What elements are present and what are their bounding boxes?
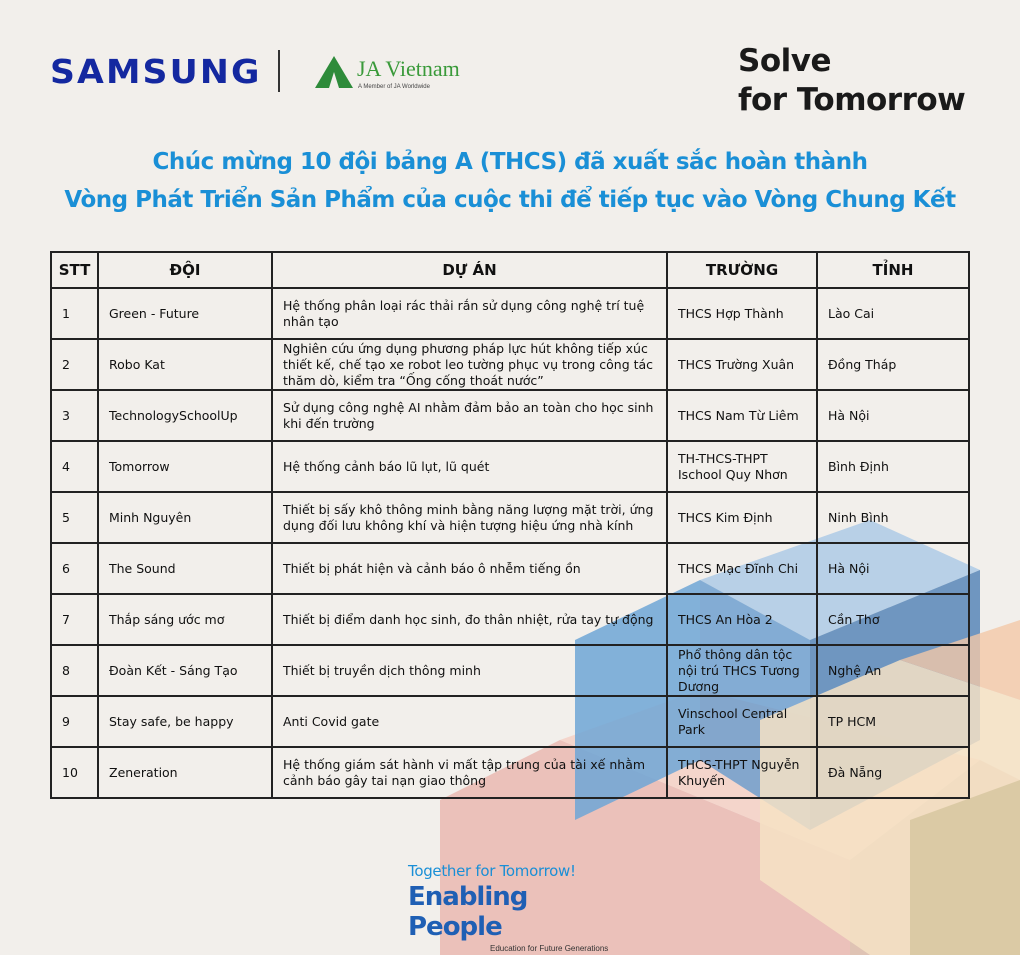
header-province: TỈNH: [817, 252, 969, 288]
cell-school: THCS-THPT Nguyễn Khuyến: [667, 747, 817, 798]
cell-province: Nghệ An: [817, 645, 969, 696]
cell-project: Nghiên cứu ứng dụng phương pháp lực hút không tiếp xúc thiết kế, chế tạo xe robot leo tường phục vụ trong công tác thăm dò, kiểm tra “Ống cống thoát nước”: [272, 339, 667, 390]
cell-project: Thiết bị phát hiện và cảnh báo ô nhễm tiếng ồn: [272, 543, 667, 594]
headline-line-2: Vòng Phát Triển Sản Phẩm của cuộc thi để tiếp tục vào Vòng Chung Kết: [64, 187, 956, 213]
header-stt: STT: [51, 252, 98, 288]
teams-table: [50, 251, 970, 799]
header-project: DỰ ÁN: [272, 252, 667, 288]
table-row: [51, 696, 969, 747]
cell-team: Tomorrow: [98, 441, 272, 492]
headline-line-1: Chúc mừng 10 đội bảng A (THCS) đã xuất sắc hoàn thành: [152, 149, 868, 175]
table-row: [51, 441, 969, 492]
cell-project: Sử dụng công nghệ AI nhằm đảm bảo an toàn cho học sinh khi đến trường: [272, 390, 667, 441]
cell-stt: 3: [51, 390, 98, 441]
table-row: [51, 390, 969, 441]
cell-stt: 1: [51, 288, 98, 339]
cell-school: THCS Mạc Đĩnh Chi: [667, 543, 817, 594]
cell-province: Hà Nội: [817, 390, 969, 441]
table-row: [51, 594, 969, 645]
cell-project: Thiết bị truyền dịch thông minh: [272, 645, 667, 696]
cell-province: Cần Thơ: [817, 594, 969, 645]
footer-logo: [408, 862, 628, 953]
cell-stt: 7: [51, 594, 98, 645]
cell-stt: 4: [51, 441, 98, 492]
footer-subtitle: Education for Future Generations: [490, 944, 609, 953]
footer-tagline: Together for Tomorrow!: [408, 862, 576, 880]
cell-province: Đồng Tháp: [817, 339, 969, 390]
cell-school: TH-THCS-THPT Ischool Quy Nhơn: [667, 441, 817, 492]
cell-project: Hệ thống cảnh báo lũ lụt, lũ quét: [272, 441, 667, 492]
cell-school: THCS Trường Xuân: [667, 339, 817, 390]
cell-province: Hà Nội: [817, 543, 969, 594]
table-row: [51, 747, 969, 798]
cell-school: THCS Hợp Thành: [667, 288, 817, 339]
cell-school: Vinschool Central Park: [667, 696, 817, 747]
cell-team: Stay safe, be happy: [98, 696, 272, 747]
cell-school: THCS An Hòa 2: [667, 594, 817, 645]
cell-team: Robo Kat: [98, 339, 272, 390]
cell-province: Lào Cai: [817, 288, 969, 339]
cell-team: Minh Nguyên: [98, 492, 272, 543]
ja-mountain-icon: [315, 54, 353, 88]
cell-team: Zeneration: [98, 747, 272, 798]
table-header-row: [51, 252, 969, 288]
cell-project: Hệ thống giám sát hành vi mất tập trung của tài xế nhằm cảnh báo gây tai nạn giao thông: [272, 747, 667, 798]
table-row: [51, 339, 969, 390]
cell-province: Ninh Bình: [817, 492, 969, 543]
cell-team: Green - Future: [98, 288, 272, 339]
header-school: TRƯỜNG: [667, 252, 817, 288]
cell-stt: 9: [51, 696, 98, 747]
table-row: [51, 492, 969, 543]
cell-project: Anti Covid gate: [272, 696, 667, 747]
cell-stt: 8: [51, 645, 98, 696]
solve-line-1: Solve: [738, 43, 831, 79]
cell-school: THCS Kim Định: [667, 492, 817, 543]
solve-for-tomorrow-logo: [738, 42, 965, 120]
cell-stt: 5: [51, 492, 98, 543]
cell-project: Thiết bị sấy khô thông minh bằng năng lượng mặt trời, ứng dụng đối lưu không khí và hiện tượng hiệu ứng nhà kính: [272, 492, 667, 543]
cell-project: Hệ thống phân loại rác thải rắn sử dụng công nghệ trí tuệ nhân tạo: [272, 288, 667, 339]
cell-stt: 10: [51, 747, 98, 798]
cell-stt: 6: [51, 543, 98, 594]
table-row: [51, 288, 969, 339]
cell-school: THCS Nam Từ Liêm: [667, 390, 817, 441]
solve-line-2: for Tomorrow: [738, 82, 966, 118]
logo-divider: [278, 50, 280, 92]
cell-team: The Sound: [98, 543, 272, 594]
table-row: [51, 543, 969, 594]
cell-project: Thiết bị điểm danh học sinh, đo thân nhiệt, rửa tay tự động: [272, 594, 667, 645]
cell-team: TechnologySchoolUp: [98, 390, 272, 441]
cell-province: Đà Nẵng: [817, 747, 969, 798]
cell-school: Phổ thông dân tộc nội trú THCS Tương Dương: [667, 645, 817, 696]
cell-province: TP HCM: [817, 696, 969, 747]
table-row: [51, 645, 969, 696]
ja-worldwide-tagline: A Member of JA Worldwide: [358, 84, 430, 90]
cell-team: Thắp sáng ước mơ: [98, 594, 272, 645]
header-team: ĐỘI: [98, 252, 272, 288]
cell-stt: 2: [51, 339, 98, 390]
headline: [0, 143, 1020, 219]
ja-vietnam-name: JA Vietnam: [357, 56, 460, 81]
cell-province: Bình Định: [817, 441, 969, 492]
cell-team: Đoàn Kết - Sáng Tạo: [98, 645, 272, 696]
footer-enabling-people: Enabling People: [408, 882, 528, 942]
samsung-logo: SAMSUNG: [50, 52, 262, 91]
